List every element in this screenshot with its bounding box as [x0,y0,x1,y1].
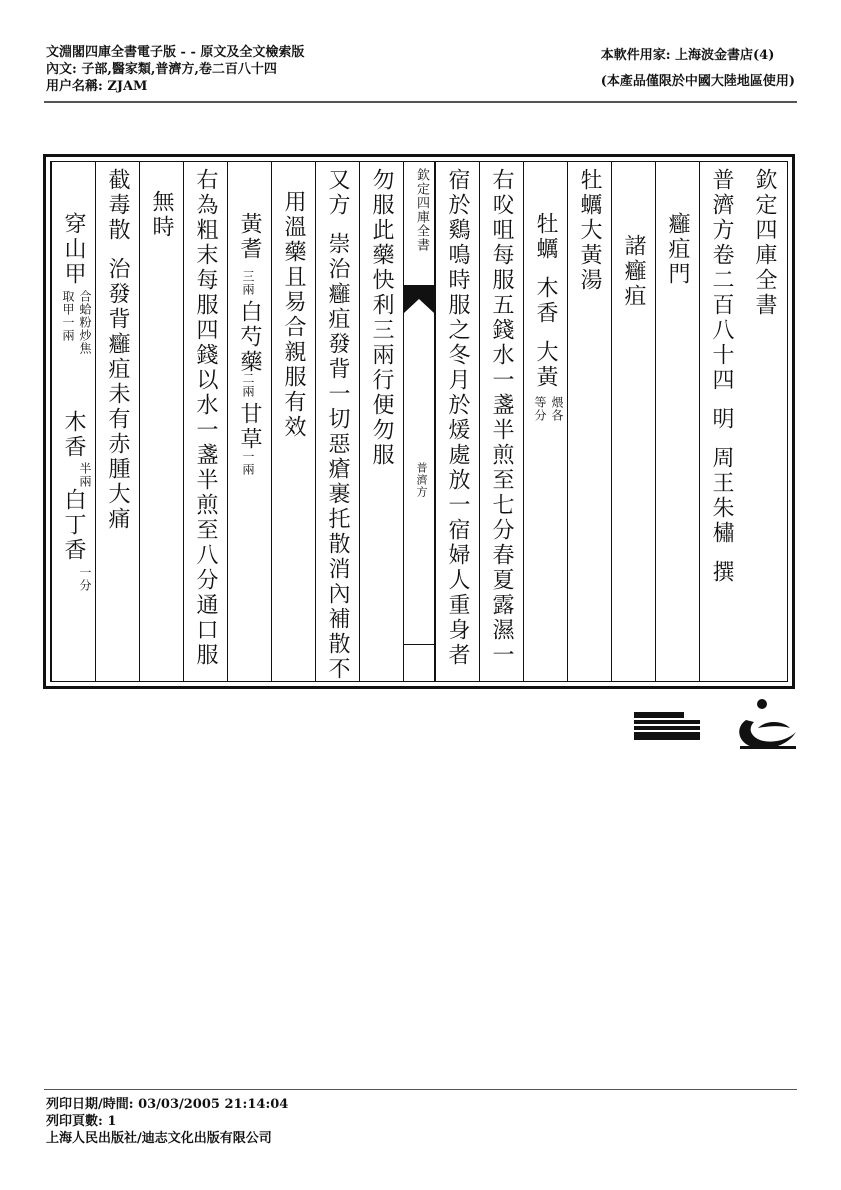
ingredient-muxiang: 木香 [533,276,558,326]
annotation-roast: 煨各 [550,396,564,422]
indication-text-2: 治發背癰疽未有赤腫大痛 [105,257,130,532]
text-column-14 [139,162,183,681]
book-title: 欽定四庫全書 [752,168,777,318]
band-divider [404,644,434,645]
text-column-12 [227,162,271,681]
amount-gancao: 一兩 [241,450,255,476]
ingredient-dahuang: 大黃 [533,340,558,390]
header-title: 文淵閣四庫全書電子版 - - 原文及全文檢索版 [46,45,305,60]
print-page-count: 列印頁數: 1 [46,1114,117,1129]
ingredients-1 [534,212,556,390]
amount-muxiang: 半兩 [78,462,92,488]
text-column-1 [743,162,787,681]
band-volume-name: 普濟方 [415,462,428,498]
ingredient-baidingxiang: 白丁香 [61,488,86,563]
text-column-16 [51,162,95,681]
ingredient-gancao: 甘草 [237,402,262,452]
footer-divider [44,1089,797,1090]
recipe-title-3 [106,168,128,532]
ingredient-chuanshanjia: 穿山甲 [61,212,86,287]
text-column-8 [435,162,479,681]
footer [46,1096,288,1147]
text-column-2 [699,162,743,681]
dosage-text-3: 右為粗末每服四錢以水一盞半煎至八分通口服 [193,168,218,668]
indication-text: 崇治癰疽發背一切惡瘡裹托散消內補散不 [325,232,350,682]
amount-baidingxiang: 一分 [78,566,92,592]
timing-text: 無時 [149,190,174,240]
recipe-title-2 [326,168,348,682]
center-fold-band [403,162,435,681]
prep-note-b: 取甲一兩 [61,290,75,342]
page-frame [43,154,795,689]
fish-tail-mark-icon [404,285,434,313]
author: 周王朱橚 [709,446,734,546]
dosage-text-1: 右㕮咀每服五錢水一盞半煎至七分春夏露濕一 [489,168,514,668]
publisher-logo-icon [632,698,702,746]
volume-title [710,168,732,585]
print-datetime: 列印日期/時間: 03/03/2005 21:14:04 [46,1097,289,1112]
annotation-equal: 等分 [533,396,547,422]
prep-note-a: 合蛤粉炒焦 [78,290,92,355]
header-divider [44,101,797,103]
header-licensee: 本軟件用家: 上海波金書店(4) [600,48,775,63]
text-column-10 [315,162,359,681]
caution-text: 勿服此藥快利三兩行便勿服 [369,168,394,468]
section-heading: 癰疽門 [665,212,690,287]
text-column-9 [359,162,403,681]
usage-note: 用溫藥且易合親服有效 [281,190,306,440]
ingredient-muxiang-2: 木香 [61,410,86,460]
header-left [46,44,304,95]
text-column-15 [95,162,139,681]
ingredient-huangqi: 黃耆 [237,212,262,262]
text-column-4 [611,162,655,681]
ingredient-oyster: 牡蠣 [533,212,558,262]
dosage-text-2: 宿於鷄鳴時服之冬月於煖處放一宿婦人重身者 [445,168,470,668]
header-region-note: (本產品僅限於中國大陸地區使用) [600,74,795,89]
text-column-6 [523,162,567,681]
text-column-11 [271,162,315,681]
header-right [601,47,795,90]
another-recipe: 又方 [325,168,350,218]
recipe-title-1: 牡蠣大黃湯 [577,168,602,293]
subsection-heading: 諸癰疽 [621,234,646,309]
ingredient-baishao: 白芍藥 [237,300,262,375]
header-username: 用户名稱: ZJAM [46,79,148,94]
band-book-title: 欽定四庫全書 [414,168,429,252]
author-role: 撰 [709,560,734,585]
recipe-name-jieduo: 截毒散 [105,168,130,243]
amount-baishao: 二兩 [241,372,255,398]
text-column-13 [183,162,227,681]
text-column-7 [479,162,523,681]
publisher-credit: 上海人民出版社/迪志文化出版有限公司 [46,1131,272,1146]
volume-title-text: 普濟方卷二百八十四 [709,168,734,393]
text-grid [50,161,788,682]
text-column-3 [655,162,699,681]
dynasty: 明 [709,407,734,432]
header-content-path: 內文: 子部,醫家類,普濟方,卷二百八十四 [46,62,277,77]
text-column-5 [567,162,611,681]
digital-heritage-logo-icon [732,698,802,752]
amount-huangqi: 三兩 [241,270,255,296]
